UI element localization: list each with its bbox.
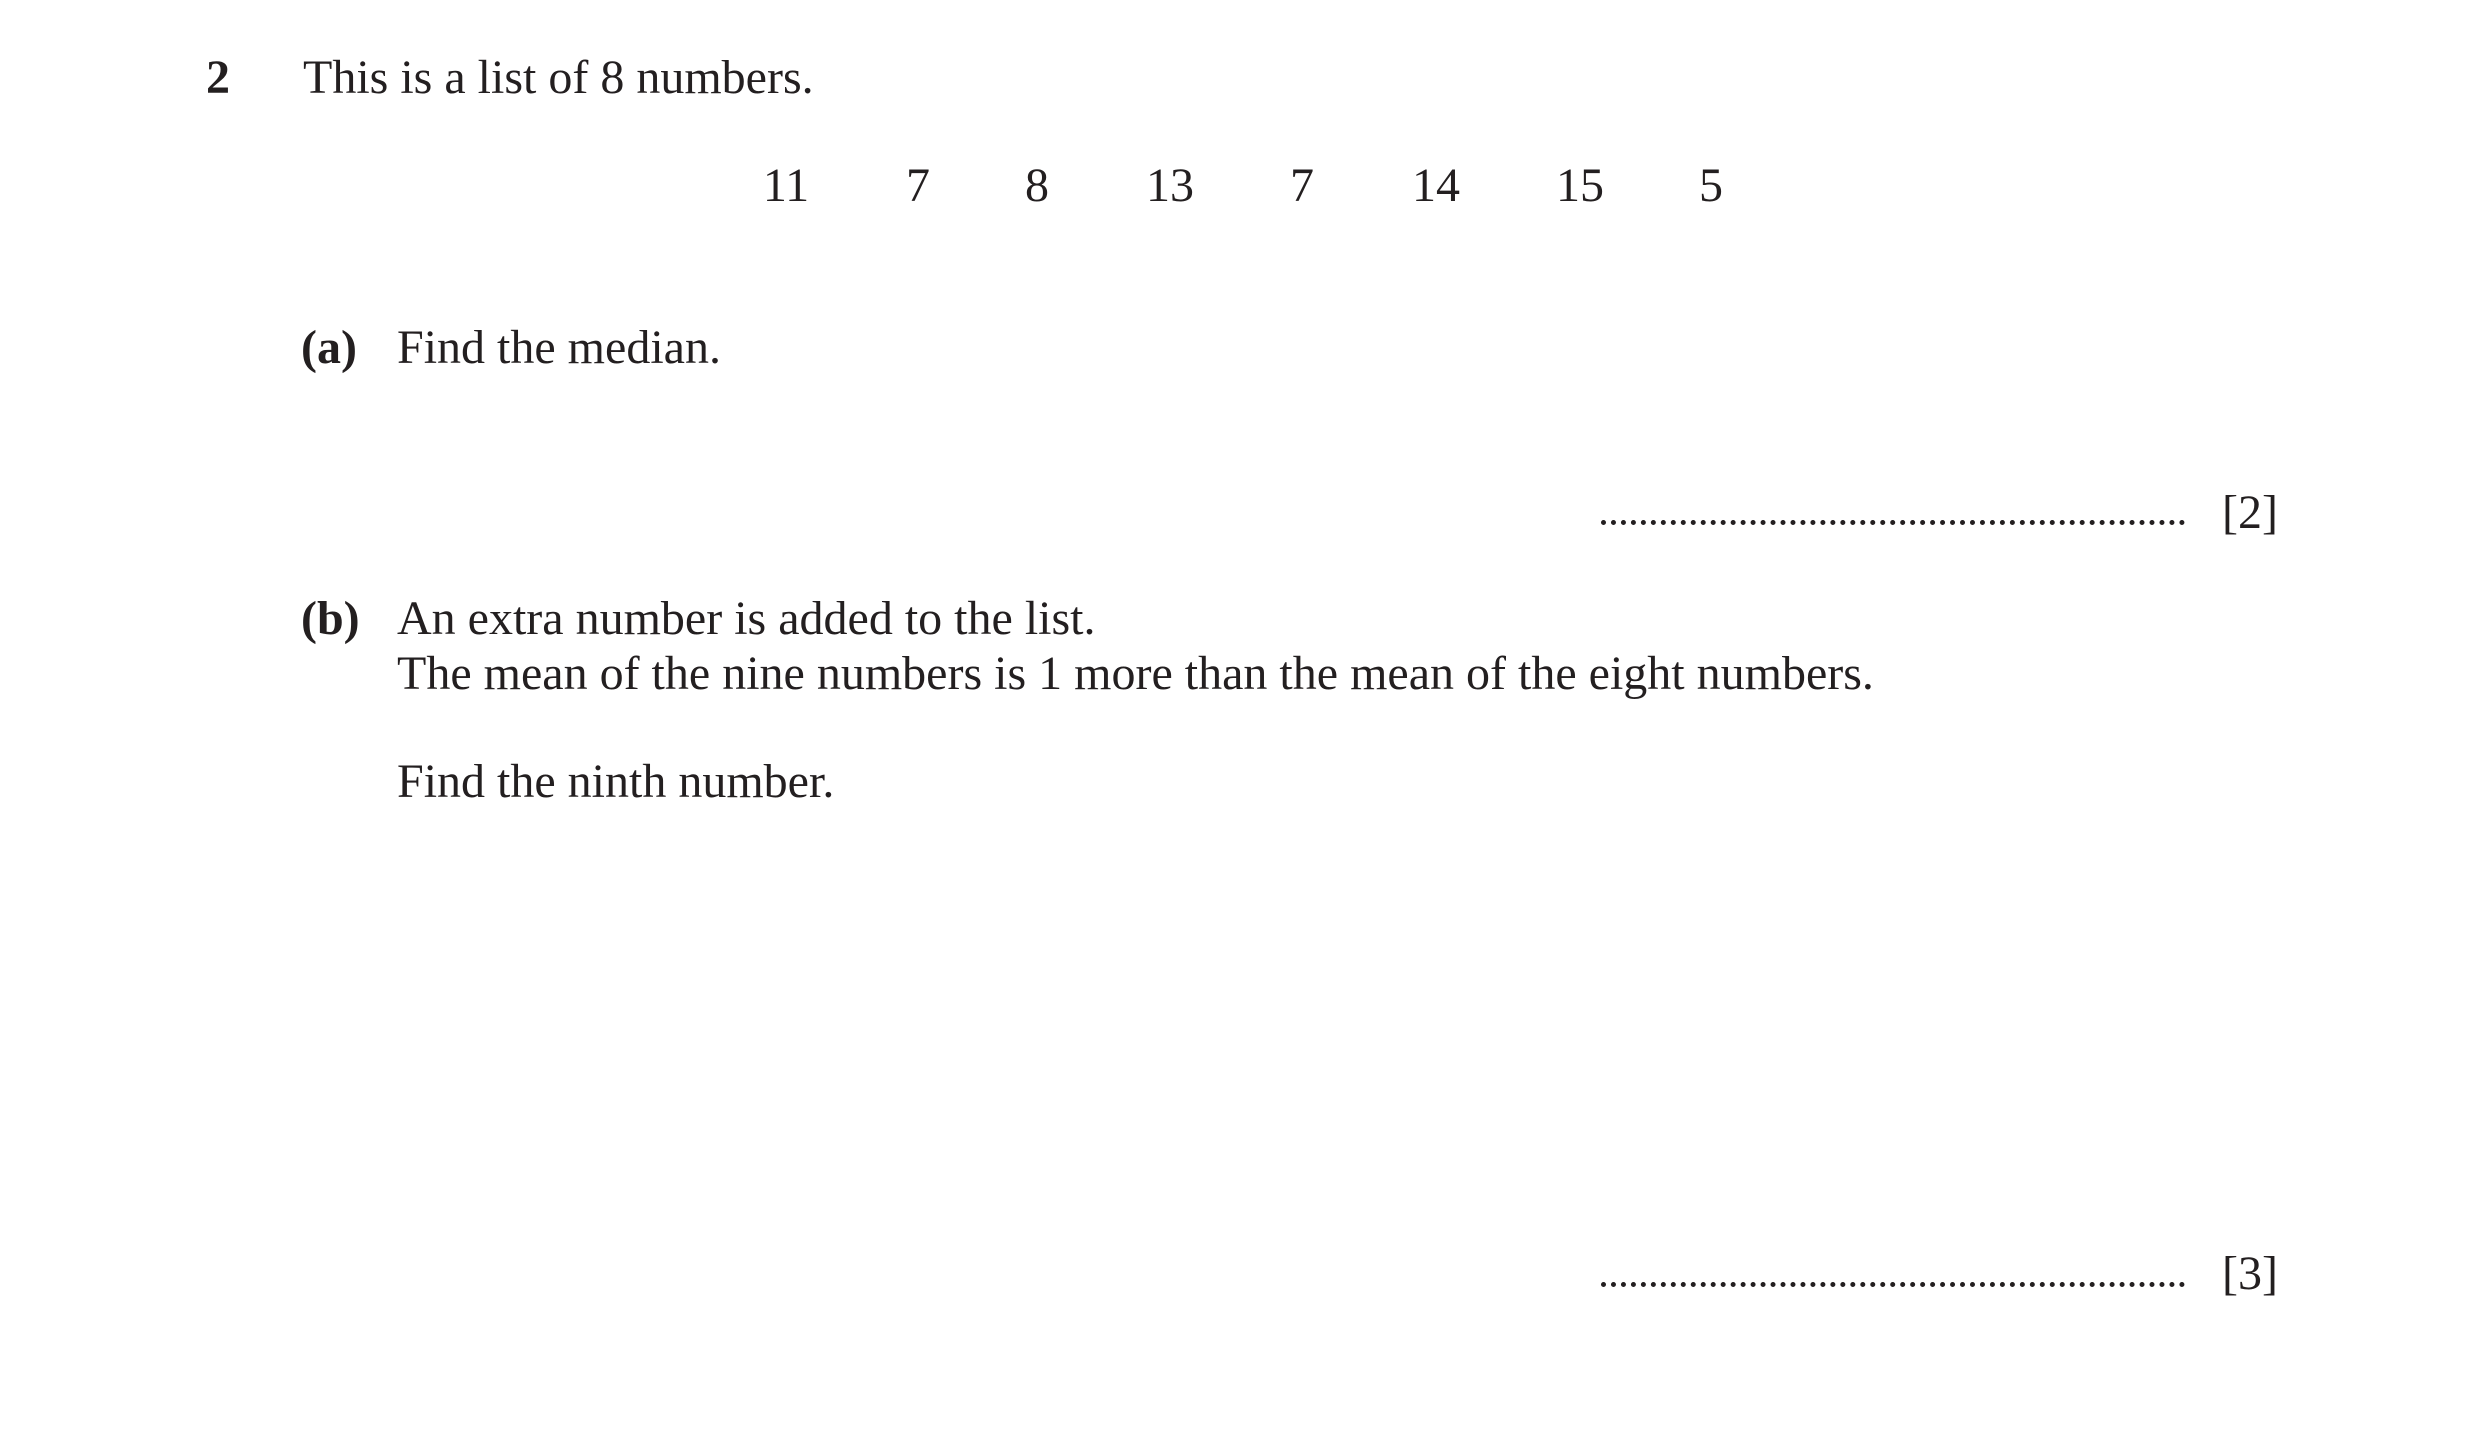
list-number: 7: [906, 159, 930, 212]
question-number: 2: [206, 51, 230, 104]
question-intro: This is a list of 8 numbers.: [303, 51, 814, 104]
part-b-line1: An extra number is added to the list.: [397, 592, 1096, 645]
list-number: 7: [1290, 159, 1314, 212]
list-number: 14: [1412, 159, 1460, 212]
part-a-label: (a): [301, 321, 357, 374]
part-b-marks: [3]: [2222, 1247, 2278, 1300]
part-b-line3: Find the ninth number.: [397, 755, 835, 808]
part-a-answer-line[interactable]: [1601, 520, 2185, 525]
part-a-text: Find the median.: [397, 321, 721, 374]
list-number: 13: [1146, 159, 1194, 212]
list-number: 11: [762, 159, 810, 212]
list-number: 5: [1699, 159, 1723, 212]
part-b-line2: The mean of the nine numbers is 1 more than the mean of the eight numbers.: [397, 647, 1874, 700]
list-number: 8: [1025, 159, 1049, 212]
list-number: 15: [1556, 159, 1604, 212]
part-b-answer-line[interactable]: [1601, 1282, 2185, 1287]
part-b-label: (b): [301, 592, 360, 645]
part-a-marks: [2]: [2222, 486, 2278, 539]
